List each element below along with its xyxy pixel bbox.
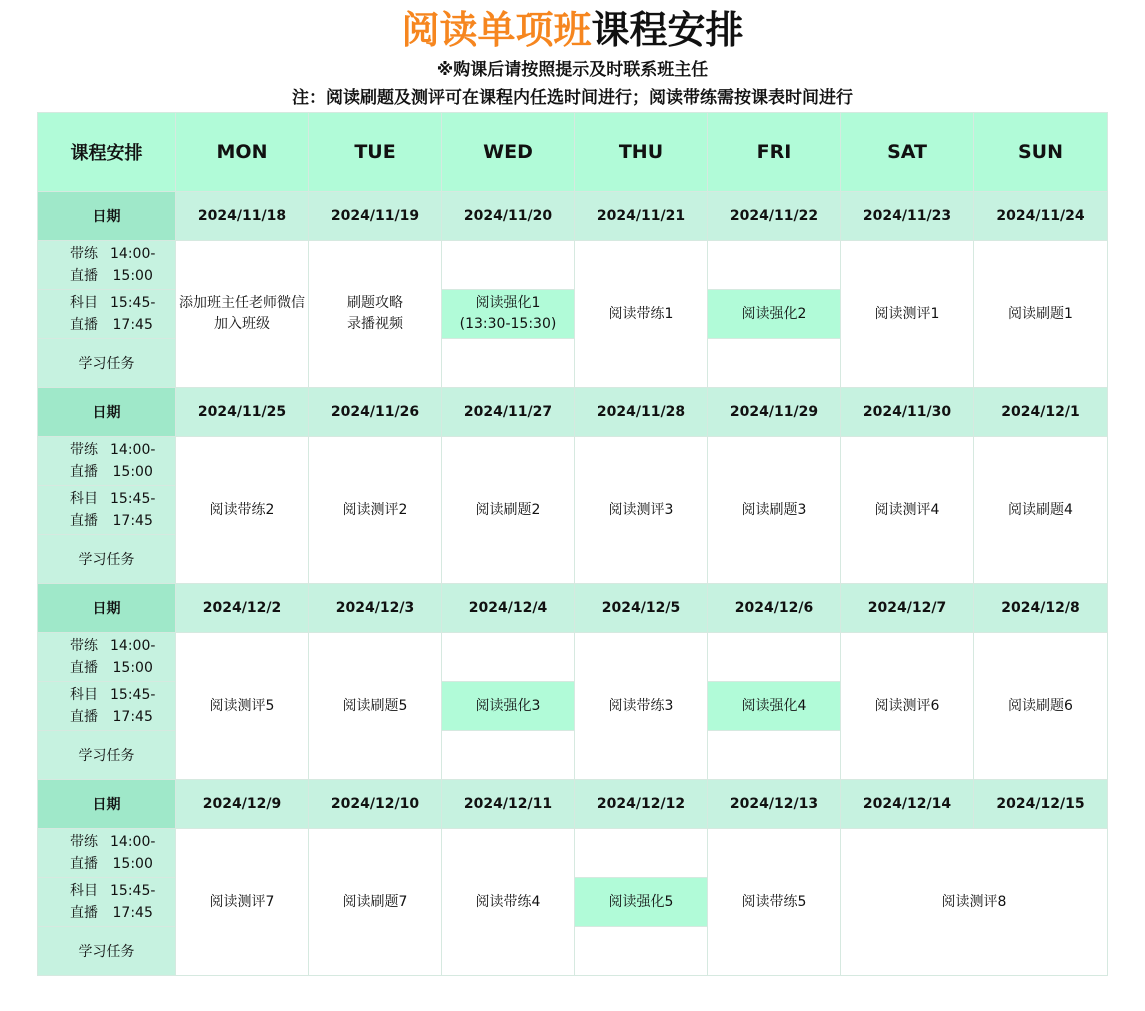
empty-cell [442, 633, 575, 682]
date-cell: 2024/11/27 [442, 388, 575, 437]
date-label: 日期 [38, 780, 176, 829]
date-cell: 2024/11/22 [708, 192, 841, 241]
task-cell: 阅读测评6 [841, 633, 974, 780]
date-cell: 2024/11/26 [309, 388, 442, 437]
live1-row [38, 437, 1108, 486]
live1-name: 带练 直播 [70, 638, 98, 676]
date-label: 日期 [38, 584, 176, 633]
highlight-task-cell: 阅读强化5 [575, 878, 708, 927]
date-cell: 2024/12/5 [575, 584, 708, 633]
date-cell: 2024/11/23 [841, 192, 974, 241]
live2-name: 科目 直播 [70, 295, 98, 333]
live2-label [38, 682, 176, 731]
date-cell: 2024/12/13 [708, 780, 841, 829]
date-cell: 2024/11/18 [176, 192, 309, 241]
task-cell: 阅读带练1 [575, 241, 708, 388]
date-label: 日期 [38, 192, 176, 241]
day-header-tue: TUE [309, 113, 442, 192]
task-cell: 阅读测评7 [176, 829, 309, 976]
task-label: 学习任务 [38, 927, 176, 976]
empty-cell [575, 829, 708, 878]
live1-row [38, 829, 1108, 878]
empty-cell [442, 731, 575, 780]
task-cell: 阅读测评2 [309, 437, 442, 584]
highlight-task-cell: 阅读强化3 [442, 682, 575, 731]
task-cell: 阅读刷题3 [708, 437, 841, 584]
live1-name: 带练 直播 [70, 246, 98, 284]
empty-cell [708, 731, 841, 780]
empty-cell [442, 339, 575, 388]
date-cell: 2024/12/3 [309, 584, 442, 633]
live1-time: 14:00- 15:00 [110, 834, 156, 872]
date-label: 日期 [38, 388, 176, 437]
header-corner: 课程安排 [38, 113, 176, 192]
empty-cell [708, 241, 841, 290]
live1-label [38, 633, 176, 682]
highlight-task-cell: 阅读强化4 [708, 682, 841, 731]
date-row [38, 780, 1108, 829]
task-cell: 阅读带练2 [176, 437, 309, 584]
date-cell: 2024/12/14 [841, 780, 974, 829]
live1-row [38, 633, 1108, 682]
date-cell: 2024/12/9 [176, 780, 309, 829]
date-cell: 2024/11/28 [575, 388, 708, 437]
page-title [0, 6, 1145, 54]
date-cell: 2024/12/1 [974, 388, 1108, 437]
day-header-wed: WED [442, 113, 575, 192]
empty-cell [708, 339, 841, 388]
live2-name: 科目 直播 [70, 687, 98, 725]
task-cell: 阅读刷题6 [974, 633, 1108, 780]
task-cell: 阅读刷题5 [309, 633, 442, 780]
schedule-note: 注：阅读刷题及测评可在课程内任选时间进行；阅读带练需按课表时间进行 [292, 88, 853, 108]
date-cell: 2024/11/29 [708, 388, 841, 437]
task-label: 学习任务 [38, 535, 176, 584]
task-cell: 阅读测评5 [176, 633, 309, 780]
task-cell: 阅读带练5 [708, 829, 841, 976]
highlight-task-cell: 阅读强化2 [708, 290, 841, 339]
live1-name: 带练 直播 [70, 834, 98, 872]
live2-name: 科目 直播 [70, 491, 98, 529]
date-cell: 2024/11/20 [442, 192, 575, 241]
task-cell: 阅读刷题1 [974, 241, 1108, 388]
date-cell: 2024/12/6 [708, 584, 841, 633]
date-row [38, 584, 1108, 633]
title-highlight: 阅读单项班 [401, 8, 592, 52]
live2-time: 15:45- 17:45 [110, 687, 156, 725]
live1-label [38, 829, 176, 878]
date-row [38, 192, 1108, 241]
live1-name: 带练 直播 [70, 442, 98, 480]
task-cell-merged: 阅读测评8 [841, 829, 1108, 976]
date-cell: 2024/12/4 [442, 584, 575, 633]
date-cell: 2024/12/2 [176, 584, 309, 633]
live2-label [38, 290, 176, 339]
date-cell: 2024/12/12 [575, 780, 708, 829]
date-cell: 2024/11/21 [575, 192, 708, 241]
task-label: 学习任务 [38, 731, 176, 780]
task-cell: 阅读刷题7 [309, 829, 442, 976]
date-cell: 2024/12/7 [841, 584, 974, 633]
date-cell: 2024/11/30 [841, 388, 974, 437]
task-cell: 阅读测评1 [841, 241, 974, 388]
purchase-notice: ※购课后请按照提示及时联系班主任 [436, 60, 709, 80]
date-cell: 2024/12/15 [974, 780, 1108, 829]
day-header-thu: THU [575, 113, 708, 192]
task-label: 学习任务 [38, 339, 176, 388]
live2-time: 15:45- 17:45 [110, 491, 156, 529]
date-cell: 2024/12/11 [442, 780, 575, 829]
live1-label [38, 437, 176, 486]
task-cell: 阅读测评3 [575, 437, 708, 584]
empty-cell [575, 927, 708, 976]
live2-time: 15:45- 17:45 [110, 295, 156, 333]
title-rest: 课程安排 [591, 8, 744, 52]
task-cell: 添加班主任老师微信 加入班级 [176, 241, 309, 388]
live2-label [38, 878, 176, 927]
task-cell: 刷题攻略 录播视频 [309, 241, 442, 388]
empty-cell [442, 241, 575, 290]
highlight-task-cell: 阅读强化1 (13:30-15:30) [442, 290, 575, 339]
schedule-table [37, 112, 1108, 976]
date-cell: 2024/11/25 [176, 388, 309, 437]
task-cell: 阅读刷题4 [974, 437, 1108, 584]
date-row [38, 388, 1108, 437]
date-cell: 2024/12/10 [309, 780, 442, 829]
header-row [38, 113, 1108, 192]
live1-time: 14:00- 15:00 [110, 638, 156, 676]
date-cell: 2024/11/24 [974, 192, 1108, 241]
day-header-sat: SAT [841, 113, 974, 192]
task-cell: 阅读刷题2 [442, 437, 575, 584]
live2-time: 15:45- 17:45 [110, 883, 156, 921]
task-cell: 阅读测评4 [841, 437, 974, 584]
task-cell: 阅读带练4 [442, 829, 575, 976]
empty-cell [708, 633, 841, 682]
day-header-sun: SUN [974, 113, 1108, 192]
live2-name: 科目 直播 [70, 883, 98, 921]
task-cell: 阅读带练3 [575, 633, 708, 780]
date-cell: 2024/11/19 [309, 192, 442, 241]
day-header-fri: FRI [708, 113, 841, 192]
live1-time: 14:00- 15:00 [110, 246, 156, 284]
live1-label [38, 241, 176, 290]
live1-time: 14:00- 15:00 [110, 442, 156, 480]
date-cell: 2024/12/8 [974, 584, 1108, 633]
live1-row [38, 241, 1108, 290]
day-header-mon: MON [176, 113, 309, 192]
live2-label [38, 486, 176, 535]
